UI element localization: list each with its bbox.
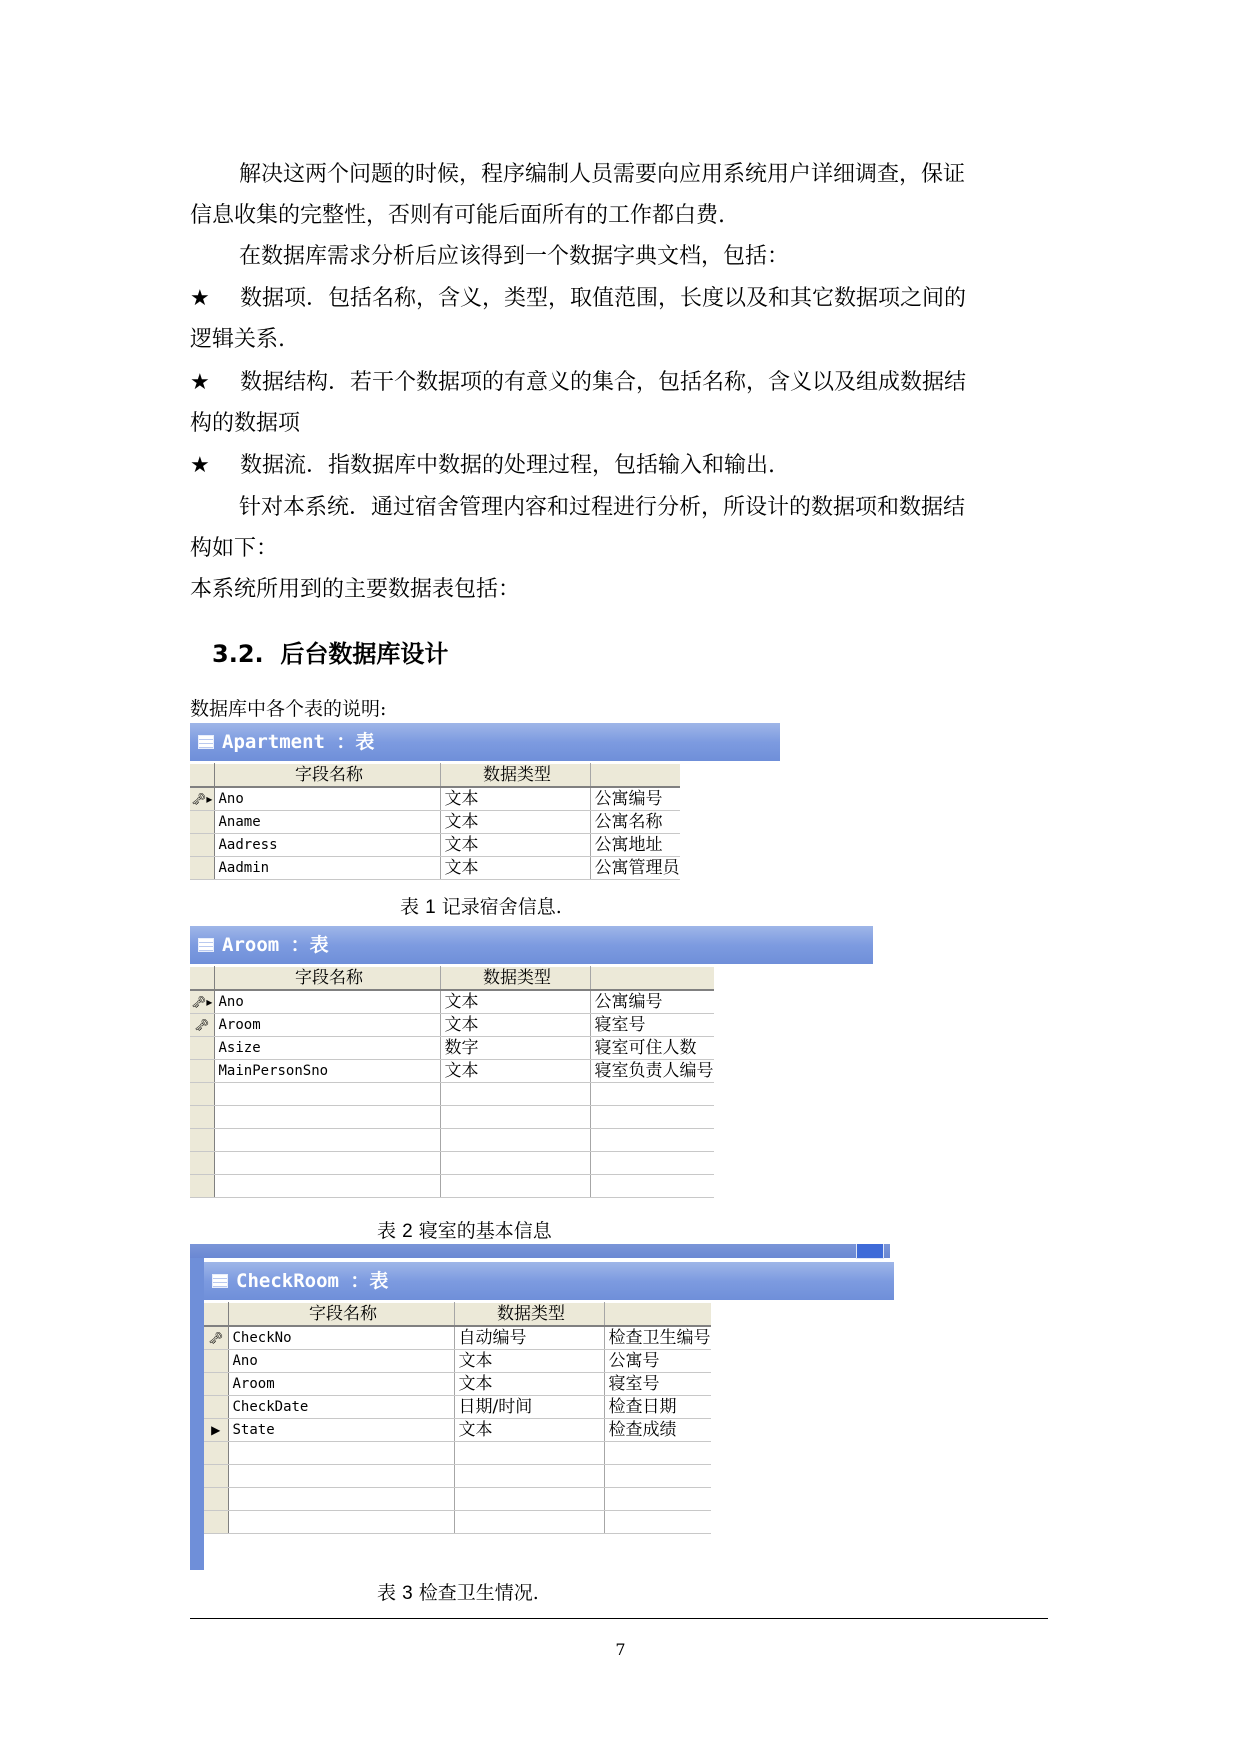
primary-key-current-row-icon[interactable]: 🗝▸ [190,787,214,811]
paragraph-3-line-2: 构如下： [190,536,279,561]
tables-intro: 数据库中各个表的说明: [190,698,387,720]
table-1-caption [400,892,562,919]
data-type-cell[interactable]: 日期/时间 [454,1396,604,1419]
data-type-cell[interactable]: 文本 [440,1014,590,1037]
field-name-cell[interactable]: State [228,1419,454,1442]
caption-number: 3 [402,1583,413,1604]
row-selector[interactable] [204,1373,228,1396]
empty-row[interactable] [204,1465,711,1488]
data-type-cell[interactable]: 数字 [440,1037,590,1060]
bullet-data-flow-text: 数据流．指数据库中数据的处理过程，包括输入和输出. [240,453,775,478]
grid-header-row [190,967,714,991]
table-icon [212,1274,228,1288]
table-row[interactable] [190,811,680,834]
table-row[interactable] [204,1396,711,1419]
data-type-cell[interactable]: 文本 [440,857,590,880]
checkroom-table-window [204,1262,894,1570]
field-name-cell[interactable]: Aname [214,811,440,834]
table-row[interactable] [190,1037,714,1060]
caption-prefix: 表 [377,1582,397,1604]
description-cell[interactable]: 公寓地址 [590,834,680,857]
data-type-cell[interactable]: 文本 [454,1373,604,1396]
database-window-titlebar-behind [190,1244,890,1258]
bullet-data-item-text: 数据项．包括名称，含义，类型，取值范围，长度以及和其它数据项之间的 [240,286,967,311]
table-row[interactable] [190,1060,714,1083]
field-name-cell[interactable]: CheckDate [228,1396,454,1419]
data-type-cell[interactable]: 文本 [440,811,590,834]
window-maximize-icon[interactable] [856,1244,884,1259]
grid-header-row [204,1303,711,1327]
column-header-data-type: 数据类型 [454,1303,604,1327]
column-header-description [590,967,714,991]
empty-row[interactable] [204,1488,711,1511]
checkroom-design-grid [204,1302,711,1534]
data-type-cell[interactable]: 文本 [440,834,590,857]
paragraph-2: 在数据库需求分析后应该得到一个数据字典文档，包括： [239,244,790,269]
field-name-cell[interactable]: Aadress [214,834,440,857]
table-row[interactable] [190,834,680,857]
apartment-table-titlebar [190,723,780,761]
field-name-cell[interactable]: Aadmin [214,857,440,880]
table-row[interactable] [204,1373,711,1396]
description-cell[interactable]: 公寓号 [604,1350,711,1373]
empty-row[interactable] [190,1106,714,1129]
row-selector[interactable] [204,1350,228,1373]
row-selector[interactable] [204,1396,228,1419]
caption-number: 1 [425,897,436,918]
description-cell[interactable]: 检查成绩 [604,1419,711,1442]
column-header-field-name: 字段名称 [214,764,440,788]
empty-row[interactable] [190,1152,714,1175]
row-selector[interactable] [190,1060,214,1083]
section-title: 后台数据库设计 [280,640,449,668]
aroom-table-window [190,926,873,1204]
field-name-cell[interactable]: Aroom [214,1014,440,1037]
empty-row[interactable] [204,1442,711,1465]
table-row[interactable] [204,1326,711,1350]
table-row[interactable] [190,990,714,1014]
bullet-data-item-line-1 [190,278,1060,319]
bullet-data-structure-line-1 [190,362,1060,403]
data-type-cell[interactable]: 文本 [454,1419,604,1442]
aroom-table-titlebar [190,926,873,964]
paragraph-1-line-1: 解决这两个问题的时候，程序编制人员需要向应用系统用户详细调查，保证 [239,162,966,187]
field-name-cell[interactable]: MainPersonSno [214,1060,440,1083]
caption-text: 检查卫生情况. [418,1582,539,1604]
table-3-caption [377,1578,539,1605]
paragraph-4: 本系统所用到的主要数据表包括： [190,577,521,602]
row-selector[interactable] [190,834,214,857]
paragraph-1-line-2: 信息收集的完整性，否则有可能后面所有的工作都白费. [190,203,725,228]
caption-text: 寝室的基本信息 [418,1220,552,1242]
primary-key-icon[interactable]: 🗝 [190,1014,214,1037]
field-name-cell[interactable]: Aroom [228,1373,454,1396]
description-cell[interactable]: 寝室负责人编号 [590,1060,714,1083]
description-cell[interactable]: 公寓名称 [590,811,680,834]
row-selector-header [190,764,214,788]
description-cell[interactable]: 寝室可住人数 [590,1037,714,1060]
bullet-data-flow [190,445,1060,486]
description-cell[interactable]: 公寓管理员 [590,857,680,880]
caption-prefix: 表 [377,1220,397,1242]
star-bullet-icon: ★ [190,453,210,478]
aroom-design-grid [190,966,714,1198]
paragraph-3-line-1: 针对本系统．通过宿舍管理内容和过程进行分析，所设计的数据项和数据结 [239,495,966,520]
description-cell[interactable]: 检查日期 [604,1396,711,1419]
empty-row[interactable] [190,1175,714,1198]
data-type-cell[interactable]: 文本 [440,787,590,811]
apartment-table-title: Apartment ：表 [222,731,375,753]
table-row[interactable] [190,787,680,811]
column-header-field-name: 字段名称 [228,1303,454,1327]
star-bullet-icon: ★ [190,286,210,311]
star-bullet-icon: ★ [190,370,210,395]
data-type-cell[interactable]: 自动编号 [454,1326,604,1350]
description-cell[interactable]: 寝室号 [604,1373,711,1396]
caption-prefix: 表 [400,896,420,918]
primary-key-icon[interactable]: 🗝 [204,1326,228,1350]
field-name-cell[interactable]: Ano [214,990,440,1014]
row-selector[interactable] [190,857,214,880]
empty-row[interactable] [190,1083,714,1106]
bullet-data-structure-text: 数据结构．若干个数据项的有意义的集合，包括名称，含义以及组成数据结 [240,370,967,395]
bullet-data-item-line-2: 逻辑关系. [190,327,285,352]
description-cell[interactable]: 检查卫生编号 [604,1326,711,1350]
row-selector[interactable] [190,811,214,834]
primary-key-current-row-icon[interactable]: 🗝▸ [190,990,214,1014]
column-header-data-type: 数据类型 [440,764,590,788]
table-row[interactable] [204,1350,711,1373]
column-header-description [590,764,680,788]
description-cell[interactable]: 寝室号 [590,1014,714,1037]
section-number: 3.2. [212,640,264,668]
empty-row[interactable] [204,1511,711,1534]
field-name-cell[interactable]: Ano [228,1350,454,1373]
description-cell[interactable]: 公寓编号 [590,787,680,811]
data-type-cell[interactable]: 文本 [440,990,590,1014]
aroom-table-title: Aroom ：表 [222,934,329,956]
data-type-cell[interactable]: 文本 [454,1350,604,1373]
column-header-data-type: 数据类型 [440,967,590,991]
footer-rule [190,1618,1048,1619]
empty-row[interactable] [190,1129,714,1152]
apartment-design-grid [190,763,680,880]
table-row[interactable] [190,1014,714,1037]
row-selector-header [204,1303,228,1327]
field-name-cell[interactable]: Ano [214,787,440,811]
current-row-arrow-icon[interactable]: ▶ [204,1419,228,1442]
field-name-cell[interactable]: Asize [214,1037,440,1060]
section-heading [212,634,448,669]
table-row[interactable] [190,857,680,880]
data-type-cell[interactable]: 文本 [440,1060,590,1083]
checkroom-table-titlebar [204,1262,894,1300]
column-header-description [604,1303,711,1327]
description-cell[interactable]: 公寓编号 [590,990,714,1014]
table-icon [198,735,214,749]
apartment-table-window [190,723,780,886]
bullet-data-structure-line-2: 构的数据项 [190,411,301,436]
checkroom-table-title: CheckRoom ：表 [236,1270,389,1292]
column-header-field-name: 字段名称 [214,967,440,991]
table-row[interactable] [204,1419,711,1442]
row-selector-header [190,967,214,991]
mdi-window-frame [190,1258,204,1570]
row-selector[interactable] [190,1037,214,1060]
grid-header-row [190,764,680,788]
table-icon [198,938,214,952]
caption-text: 记录宿舍信息. [441,896,562,918]
caption-number: 2 [402,1221,413,1242]
table-2-caption [377,1216,552,1243]
field-name-cell[interactable]: CheckNo [228,1326,454,1350]
page-number: 7 [615,1640,626,1659]
